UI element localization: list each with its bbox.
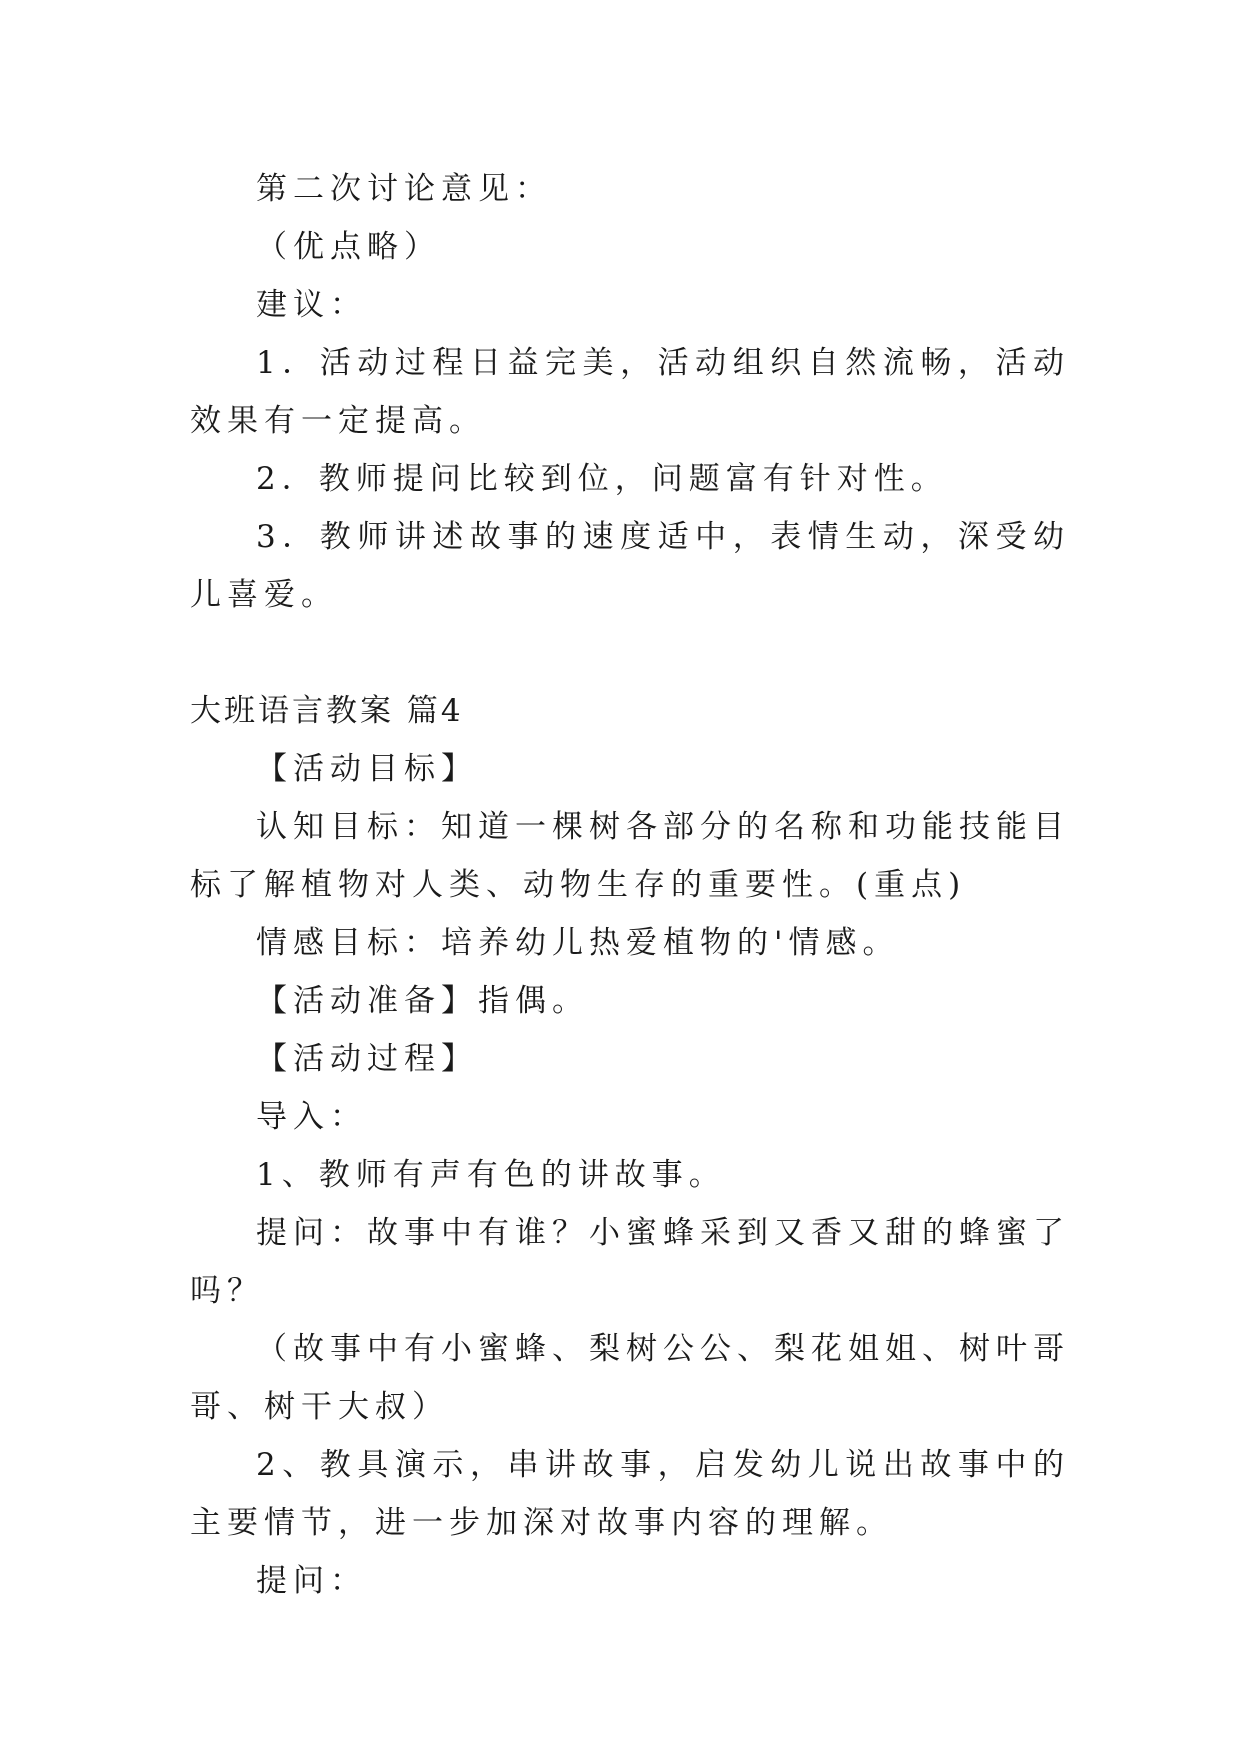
cognitive-goal: 认知目标：知道一棵树各部分的名称和功能技能目标了解植物对人类、动物生存的重要性。(重点) bbox=[190, 809, 1070, 903]
activity-preparation: 【活动准备】指偶。 bbox=[256, 983, 589, 1019]
question-2-label: 提问： bbox=[256, 1563, 367, 1599]
introduction-label: 导入： bbox=[256, 1099, 367, 1135]
suggestions-label: 建议： bbox=[256, 287, 367, 323]
strengths-omitted-note: （优点略） bbox=[256, 229, 441, 265]
process-step-2: 2、教具演示，串讲故事，启发幼儿说出故事中的主要情节，进一步加深对故事内容的理解。 bbox=[190, 1447, 1070, 1541]
activity-goals-label: 【活动目标】 bbox=[256, 751, 478, 787]
document-body bbox=[190, 160, 1070, 1610]
emotional-goal: 情感目标：培养幼儿热爱植物的'情感。 bbox=[256, 925, 900, 961]
activity-process-label: 【活动过程】 bbox=[256, 1041, 478, 1077]
question-1: 提问：故事中有谁？小蜜蜂采到又香又甜的蜂蜜了吗？ bbox=[190, 1215, 1070, 1309]
answer-1: （故事中有小蜜蜂、梨树公公、梨花姐姐、树叶哥哥、树干大叔） bbox=[190, 1331, 1070, 1425]
suggestion-item-1: 1．活动过程日益完美，活动组织自然流畅，活动效果有一定提高。 bbox=[190, 345, 1070, 439]
suggestion-item-3: 3．教师讲述故事的速度适中，表情生动，深受幼儿喜爱。 bbox=[190, 519, 1070, 613]
discussion-title: 第二次讨论意见： bbox=[256, 171, 552, 207]
suggestion-item-2: 2．教师提问比较到位，问题富有针对性。 bbox=[256, 461, 948, 497]
section-heading: 大班语言教案 篇4 bbox=[190, 693, 464, 729]
process-step-1: 1、教师有声有色的讲故事。 bbox=[256, 1157, 726, 1193]
